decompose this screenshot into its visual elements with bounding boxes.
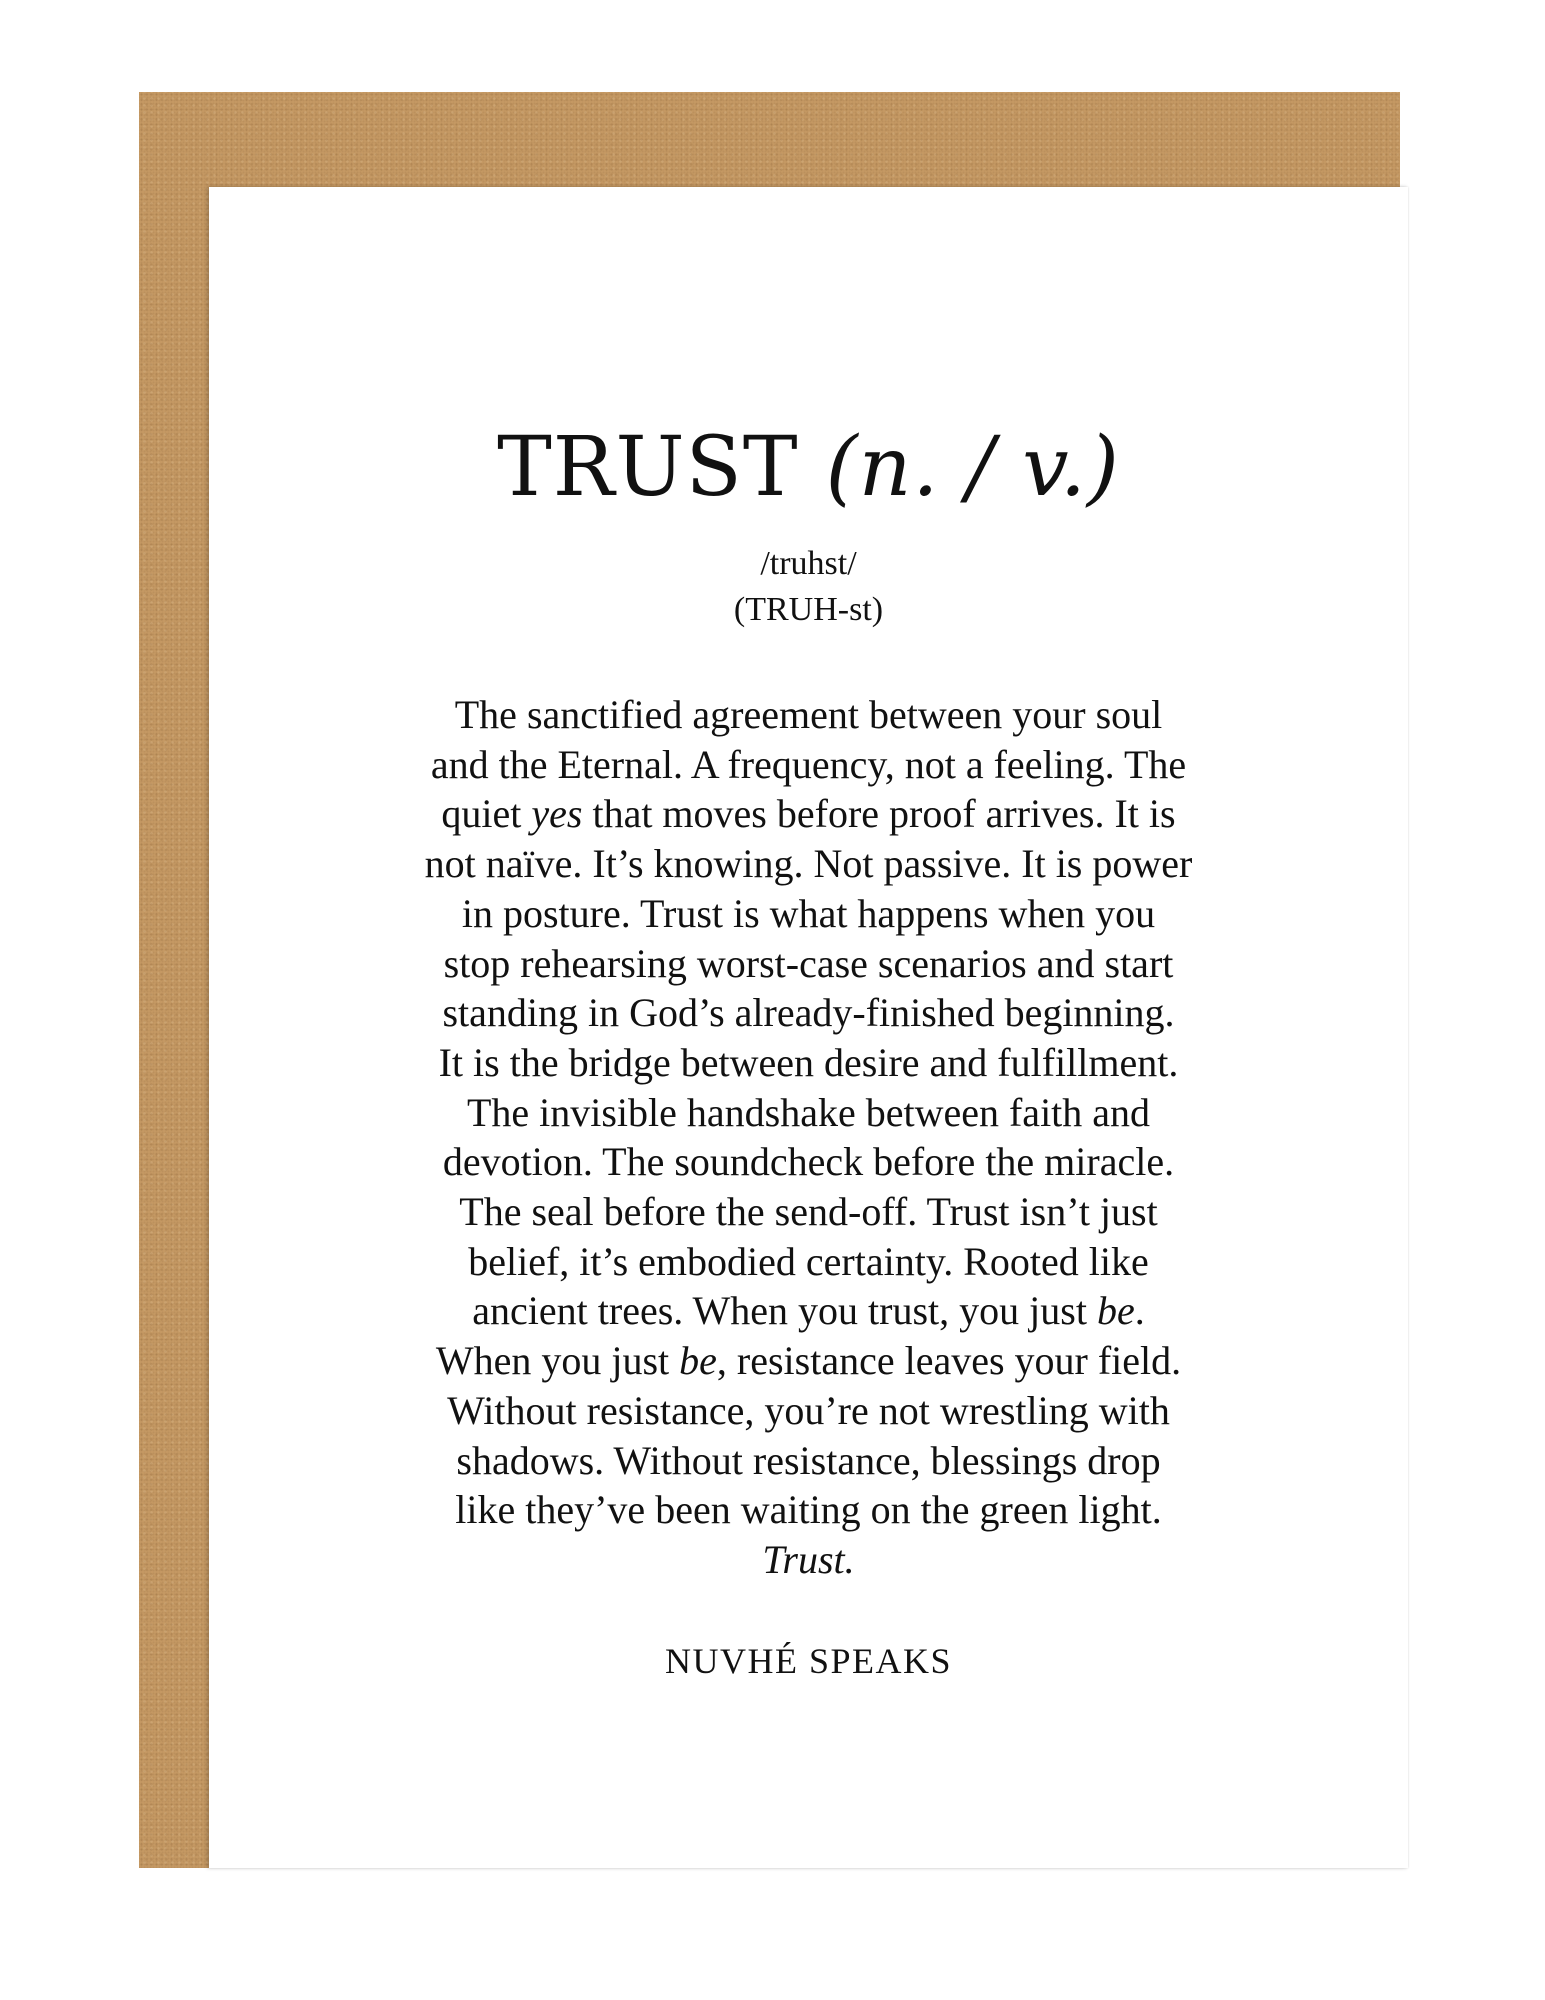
definition-segment: Without resistance, you’re not wrestling with — [447, 1387, 1170, 1433]
definition-line — [339, 1088, 1278, 1138]
definition-line — [339, 690, 1278, 740]
definition-card — [209, 187, 1408, 1868]
definition-segment: devotion. The soundcheck before the miracle. — [442, 1139, 1175, 1185]
definition-line — [339, 1436, 1278, 1486]
definition-text — [339, 690, 1278, 1585]
definition-emphasis: be — [679, 1338, 717, 1384]
definition-line — [339, 1386, 1278, 1436]
definition-segment: and the Eternal. A frequency, not a feeling. The — [430, 741, 1187, 787]
part-of-speech: (n. / v.) — [825, 420, 1120, 515]
definition-line — [339, 1137, 1278, 1187]
definition-segment: ancient trees. When you trust, you just — [472, 1288, 1097, 1334]
definition-segment: The invisible handshake between faith and — [466, 1089, 1151, 1135]
definition-line — [339, 988, 1278, 1038]
definition-line — [339, 1286, 1278, 1336]
pronunciation-syllables: (TRUH-st) — [733, 591, 884, 628]
headword — [209, 420, 1408, 515]
pronunciation-phonetic: /truhst/ — [760, 545, 857, 582]
definition-line — [339, 1237, 1278, 1287]
definition-segment: in posture. Trust is what happens when you — [461, 890, 1156, 936]
definition-line — [339, 1336, 1278, 1386]
definition-line — [339, 1038, 1278, 1088]
definition-segment: quiet — [441, 791, 532, 837]
signature: NUVHÉ SPEAKS — [664, 1641, 953, 1681]
definition-line — [339, 1485, 1278, 1535]
headword-word: TRUST — [497, 420, 799, 515]
definition-emphasis: be — [1096, 1288, 1135, 1334]
definition-segment: that moves before proof arrives. It is — [582, 791, 1176, 837]
definition-segment: The sanctified agreement between your soul — [454, 692, 1163, 737]
definition-line — [339, 839, 1278, 889]
definition-segment: It is the bridge between desire and fulfillment. — [438, 1039, 1179, 1085]
definition-segment: not naïve. It’s knowing. Not passive. It is power — [424, 841, 1193, 887]
definition-line — [339, 1187, 1278, 1237]
definition-line — [339, 1535, 1278, 1585]
definition-line — [339, 789, 1278, 839]
definition-line — [339, 740, 1278, 790]
definition-emphasis: Trust. — [762, 1536, 855, 1582]
definition-emphasis: yes — [531, 791, 583, 837]
definition-segment: , resistance leaves your field. — [716, 1338, 1182, 1384]
definition-segment: shadows. Without resistance, blessings drop — [456, 1437, 1161, 1483]
definition-line — [339, 939, 1278, 989]
definition-segment: belief, it’s embodied certainty. Rooted like — [468, 1238, 1149, 1284]
definition-segment: stop rehearsing worst-case scenarios and start — [443, 940, 1174, 986]
definition-segment: When you just — [435, 1338, 680, 1384]
definition-segment: standing in God’s already-finished beginning. — [442, 990, 1175, 1036]
definition-segment: . — [1134, 1288, 1145, 1334]
definition-segment: like they’ve been waiting on the green light. — [455, 1487, 1162, 1533]
definition-segment: The seal before the send-off. Trust isn’t just — [459, 1189, 1158, 1235]
definition-line — [339, 889, 1278, 939]
